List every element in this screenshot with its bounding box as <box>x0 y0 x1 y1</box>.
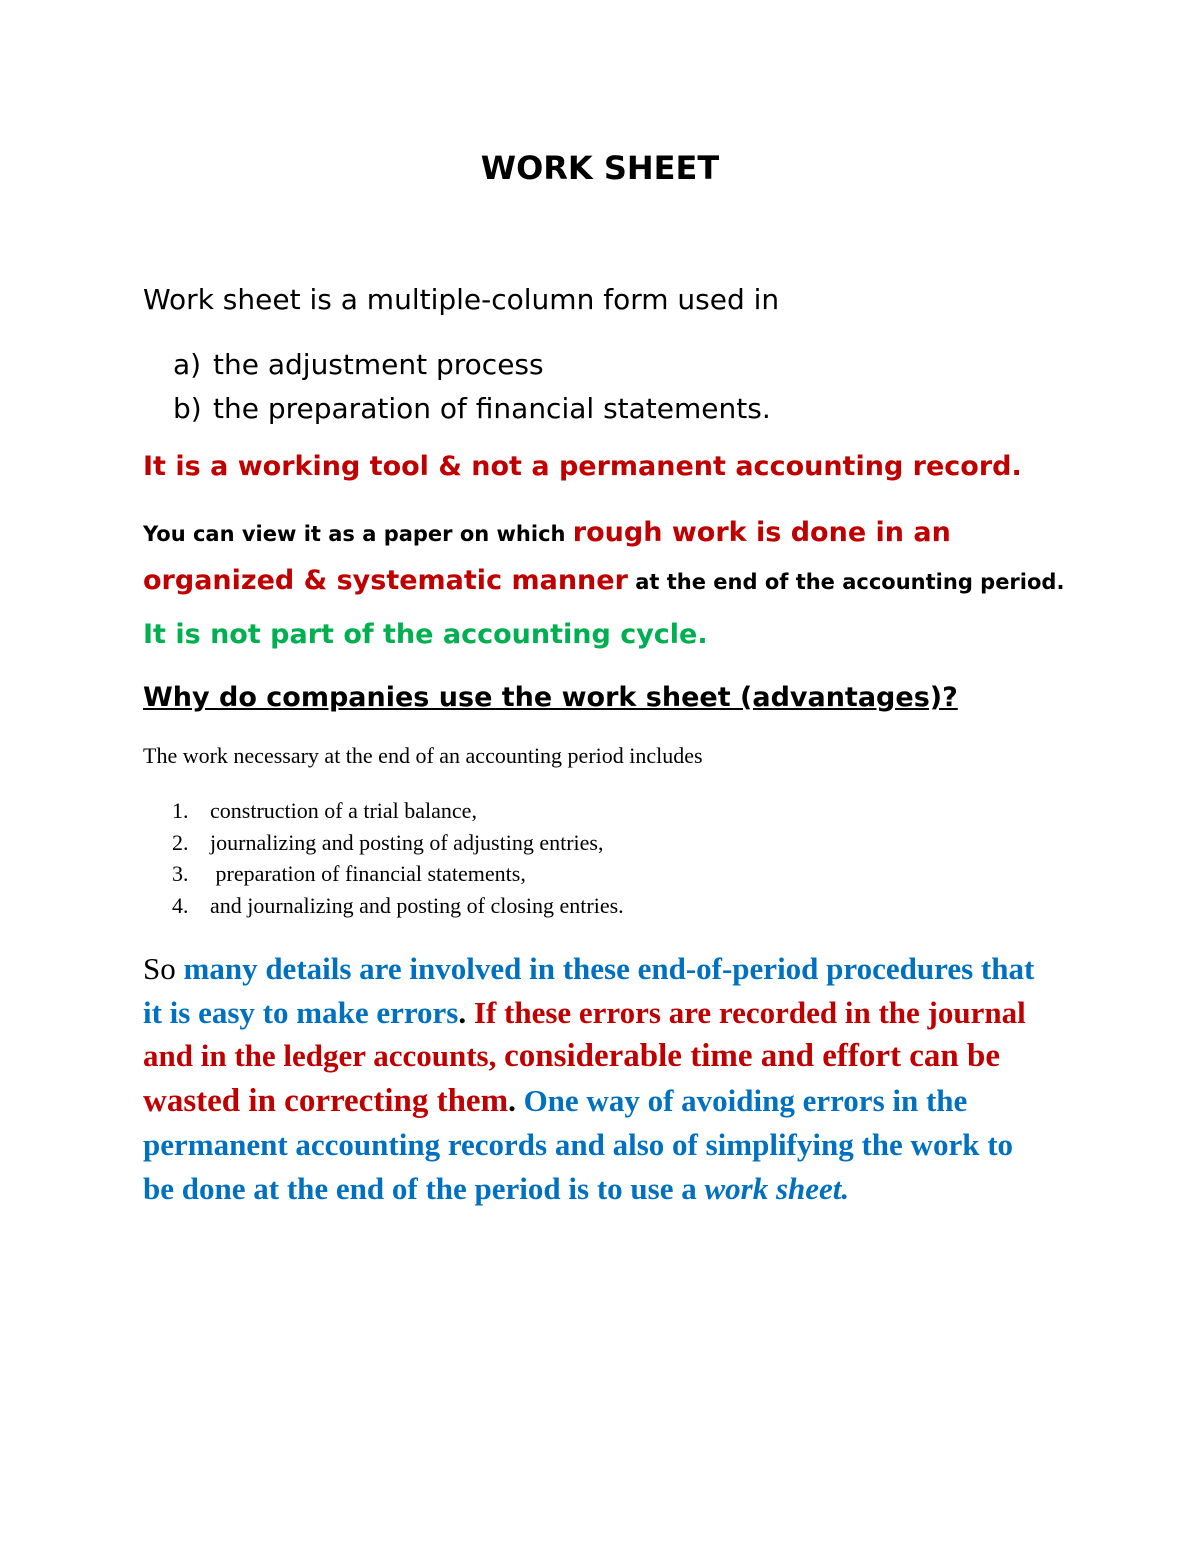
list-item <box>172 858 624 890</box>
view-paragraph <box>143 510 1083 606</box>
list-marker: 4. <box>172 892 189 918</box>
list-item <box>173 387 771 431</box>
conclusion-details: many details are involved in these end-of-period procedures that it is easy to make errors <box>143 951 1035 1030</box>
view-text-highlight: rough work is done in an organized & systematic manner <box>143 517 951 596</box>
list-marker: b) <box>173 392 202 425</box>
view-text-part1: You can view it as a paper on which <box>143 522 573 546</box>
list-item <box>172 827 624 859</box>
list-item-text: journalizing and posting of adjusting entries, <box>210 829 604 855</box>
section-heading: Why do companies use the work sheet (advantages)? <box>143 682 958 713</box>
conclusion-avoiding-errors: One way of avoiding errors in the permanent accounting records and also of simplifying the work to be done at the end of the period is to use a <box>143 1082 1014 1206</box>
list-item-text: the adjustment process <box>213 348 544 381</box>
list-marker: a) <box>173 348 202 381</box>
conclusion-so: So <box>143 951 184 986</box>
list-item-text: and journalizing and posting of closing entries. <box>210 892 624 918</box>
list-item-text: the preparation of financial statements. <box>213 392 771 425</box>
list-item <box>173 343 771 387</box>
list-item-text: preparation of financial statements, <box>210 861 526 886</box>
uses-list <box>173 343 771 431</box>
not-cycle-statement: It is not part of the accounting cycle. <box>143 619 708 650</box>
view-text-part3: at the end of the accounting period. <box>627 570 1065 594</box>
conclusion-paragraph <box>143 947 1043 1210</box>
page-title: WORK SHEET <box>480 149 720 187</box>
work-intro-text: The work necessary at the end of an accounting period includes <box>143 743 703 768</box>
intro-text: Work sheet is a multiple-column form used in <box>143 283 780 316</box>
conclusion-period-1: . <box>458 994 474 1030</box>
conclusion-time-effort: considerable time and effort can be wasted in correcting them <box>143 1038 1000 1119</box>
list-marker: 1. <box>172 798 189 823</box>
tasks-list <box>172 795 624 921</box>
list-marker: 3. <box>172 861 189 886</box>
list-marker: 2. <box>172 829 189 855</box>
list-item <box>172 890 624 922</box>
conclusion-work-sheet: work sheet. <box>704 1170 850 1206</box>
list-item <box>172 795 624 827</box>
working-tool-statement: It is a working tool & not a permanent accounting record. <box>143 451 1022 482</box>
list-item-text: construction of a trial balance, <box>210 798 477 823</box>
conclusion-period-2: . <box>508 1082 524 1118</box>
conclusion-errors: If these errors are recorded in the journal and in the ledger accounts, <box>143 994 1026 1073</box>
